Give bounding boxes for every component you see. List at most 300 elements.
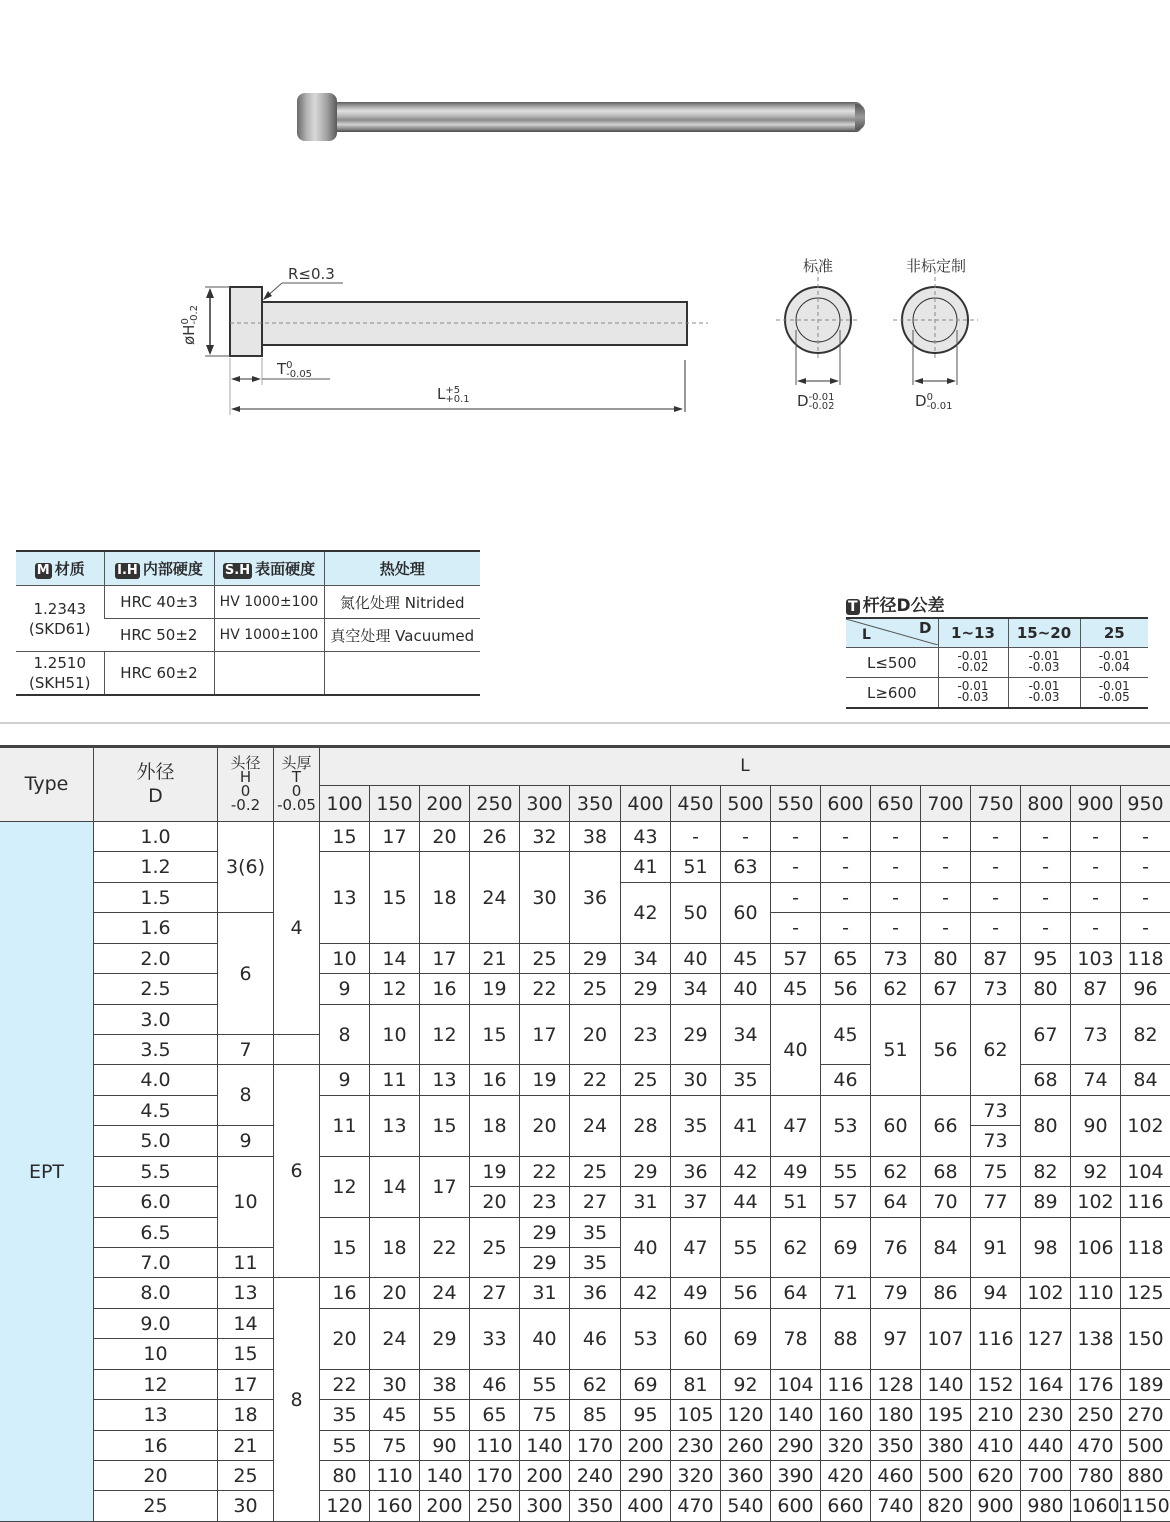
t-header-line: T <box>291 768 302 786</box>
custom-label: 非标定制 <box>906 257 967 275</box>
length-value-cell: 125 <box>1121 1278 1170 1309</box>
tol-upper: -0.01 <box>1098 648 1130 663</box>
length-value-cell: 40 <box>721 974 771 1005</box>
length-value-cell: 57 <box>771 944 821 974</box>
length-value-cell: 82 <box>1021 1157 1071 1187</box>
length-value-cell: 460 <box>871 1461 921 1491</box>
t-badge-icon: T <box>848 599 858 615</box>
length-value-cell: 60 <box>871 1096 921 1157</box>
length-value-cell: - <box>921 822 971 852</box>
length-value-cell: 68 <box>1021 1065 1071 1096</box>
header-length-550: 550 <box>771 786 821 822</box>
length-value-cell: 35 <box>570 1248 621 1278</box>
header-label: 表面硬度 <box>255 560 316 578</box>
length-value-cell: - <box>771 913 821 944</box>
length-value-cell: 138 <box>1071 1309 1121 1370</box>
header-length-700: 700 <box>921 786 971 822</box>
length-value-cell: 57 <box>821 1187 871 1218</box>
length-value-cell: 400 <box>621 1491 671 1522</box>
header-length-750: 750 <box>971 786 1021 822</box>
length-value-cell: 350 <box>570 1491 621 1522</box>
corner-row-label: L <box>862 627 871 643</box>
length-value-cell: 16 <box>420 974 470 1005</box>
length-value-cell: 38 <box>570 822 621 852</box>
length-value-cell: 95 <box>621 1400 671 1431</box>
h-header-line: H <box>239 768 252 786</box>
length-value-cell: 110 <box>470 1431 520 1461</box>
header-length-500: 500 <box>721 786 771 822</box>
length-value-cell: 56 <box>921 1005 971 1096</box>
length-value-cell: 60 <box>721 883 771 944</box>
length-value-cell: 470 <box>671 1491 721 1522</box>
tol-value <box>938 648 1008 678</box>
ih-cell: HRC 50±2 <box>104 619 214 652</box>
length-value-cell: 14 <box>370 944 420 974</box>
tol-upper: -0.01 <box>957 678 989 693</box>
material-cell <box>16 652 104 696</box>
header-length-100: 100 <box>320 786 370 822</box>
radius-note: R≤0.3 <box>288 265 335 283</box>
head-dia-symbol: øH <box>180 324 198 345</box>
length-value-cell: 95 <box>1021 944 1071 974</box>
od-line2: D <box>148 785 163 807</box>
length-value-cell: 106 <box>1071 1218 1121 1278</box>
length-value-cell: 170 <box>570 1431 621 1461</box>
h-header-line: 头径 <box>230 754 261 772</box>
sh-badge-icon: S.H <box>224 563 251 578</box>
length-value-cell: - <box>921 852 971 883</box>
length-value-cell: 30 <box>370 1370 420 1400</box>
material-line2: (SKD61) <box>28 619 91 638</box>
length-value-cell: - <box>1021 913 1071 944</box>
length-value-cell: 200 <box>420 1491 470 1522</box>
tol-upper: -0.01 <box>957 648 989 663</box>
col-header: 15~20 <box>1008 618 1080 648</box>
spec-table-top-border <box>0 745 1170 748</box>
length-value-cell: 35 <box>721 1065 771 1096</box>
length-value-cell: 45 <box>821 1005 871 1065</box>
length-value-cell: 103 <box>1071 944 1121 974</box>
tol-upper: -0.01 <box>1028 678 1060 693</box>
custom-tolerance <box>915 392 952 411</box>
length-value-cell: 55 <box>320 1431 370 1461</box>
head-diameter-cell: 3(6) <box>218 822 274 913</box>
length-value-cell: 11 <box>320 1096 370 1157</box>
head-diameter-cell: 11 <box>218 1248 274 1278</box>
length-value-cell: 62 <box>570 1370 621 1400</box>
length-value-cell: 22 <box>570 1065 621 1096</box>
head-thickness-cell: 8 <box>274 1278 320 1522</box>
length-value-cell: 62 <box>871 974 921 1005</box>
outer-diameter-cell: 1.0 <box>94 822 218 852</box>
length-value-cell: 820 <box>921 1491 971 1522</box>
length-value-cell: 170 <box>470 1461 520 1491</box>
length-value-cell: 69 <box>721 1309 771 1370</box>
length-value-cell: - <box>821 822 871 852</box>
length-value-cell: 62 <box>871 1157 921 1187</box>
length-value-cell: 320 <box>671 1461 721 1491</box>
length-value-cell: 140 <box>771 1400 821 1431</box>
length-value-cell: 33 <box>470 1309 520 1370</box>
length-value-cell: 70 <box>921 1187 971 1218</box>
length-value-cell: 80 <box>1021 974 1071 1005</box>
length-value-cell: 20 <box>370 1278 420 1309</box>
length-value-cell: 55 <box>821 1157 871 1187</box>
length-value-cell: - <box>771 822 821 852</box>
length-value-cell: 41 <box>721 1096 771 1157</box>
length-value-cell: 9 <box>320 1065 370 1096</box>
length-value-cell: 320 <box>821 1431 871 1461</box>
m-badge-icon: M <box>36 563 50 578</box>
length-value-cell: 440 <box>1021 1431 1071 1461</box>
length-value-cell: 10 <box>370 1005 420 1065</box>
length-value-cell: 107 <box>921 1309 971 1370</box>
length-value-cell: 67 <box>921 974 971 1005</box>
length-value-cell: 34 <box>671 974 721 1005</box>
length-value-cell: 540 <box>721 1491 771 1522</box>
length-value-cell: 77 <box>971 1187 1021 1218</box>
length-value-cell: 17 <box>420 944 470 974</box>
length-value-cell: 73 <box>971 1096 1021 1126</box>
length-value-cell: 102 <box>1021 1278 1071 1309</box>
outer-diameter-cell: 12 <box>94 1370 218 1400</box>
length-value-cell: 195 <box>921 1400 971 1431</box>
length-value-cell: 104 <box>1121 1157 1170 1187</box>
length-value-cell: - <box>971 822 1021 852</box>
corner-col-label: D <box>919 619 932 637</box>
length-value-cell: - <box>1121 913 1170 944</box>
length-value-cell: 91 <box>971 1218 1021 1278</box>
tol-lower: -0.03 <box>1028 689 1060 704</box>
l-upper: +5 <box>445 384 461 396</box>
length-value-cell: 290 <box>621 1461 671 1491</box>
header-surface-hardness <box>214 551 324 586</box>
length-value-cell: 68 <box>921 1157 971 1187</box>
material-line1: 1.2343 <box>33 599 86 618</box>
ih-cell: HRC 60±2 <box>104 652 214 696</box>
length-value-cell: 230 <box>671 1431 721 1461</box>
std-d-symbol: D <box>797 392 809 410</box>
length-value-cell: 20 <box>570 1005 621 1065</box>
outer-diameter-cell: 5.5 <box>94 1157 218 1187</box>
outer-diameter-cell: 2.5 <box>94 974 218 1005</box>
outer-diameter-cell: 7.0 <box>94 1248 218 1278</box>
length-value-cell: 14 <box>370 1157 420 1218</box>
length-value-cell: 42 <box>621 883 671 944</box>
length-value-cell: 140 <box>921 1370 971 1400</box>
length-value-cell: 73 <box>971 974 1021 1005</box>
length-value-cell: 15 <box>320 1218 370 1278</box>
length-value-cell: 96 <box>1121 974 1170 1005</box>
length-value-cell: 13 <box>320 852 370 944</box>
length-value-cell: 84 <box>921 1218 971 1278</box>
length-value-cell: 75 <box>520 1400 570 1431</box>
length-value-cell: 350 <box>871 1431 921 1461</box>
t-header-line: 0 <box>291 782 302 800</box>
length-value-cell: 1060 <box>1071 1491 1121 1522</box>
length-value-cell: 15 <box>370 852 420 944</box>
outer-diameter-cell: 13 <box>94 1400 218 1431</box>
length-value-cell: - <box>771 883 821 913</box>
length-value-cell: 56 <box>821 974 871 1005</box>
col-header: 25 <box>1080 618 1148 648</box>
length-value-cell: - <box>821 913 871 944</box>
length-value-cell: 250 <box>470 1491 520 1522</box>
length-value-cell: - <box>821 883 871 913</box>
length-value-cell: 1150 <box>1121 1491 1170 1522</box>
length-value-cell: 65 <box>821 944 871 974</box>
length-value-cell: - <box>871 913 921 944</box>
length-value-cell: 19 <box>470 974 520 1005</box>
t-symbol: T <box>277 360 287 378</box>
header-length-350: 350 <box>570 786 621 822</box>
pin-tip <box>855 104 865 130</box>
length-value-cell: 20 <box>320 1309 370 1370</box>
tol-value <box>938 678 1008 709</box>
head-diameter-cell: 9 <box>218 1126 274 1157</box>
tolerance-table <box>846 617 1148 709</box>
length-value-cell: 55 <box>420 1400 470 1431</box>
length-value-cell: 250 <box>1071 1400 1121 1431</box>
h-header-line: -0.2 <box>230 796 261 814</box>
length-value-cell: - <box>821 852 871 883</box>
length-value-cell: - <box>1071 883 1121 913</box>
corner-header <box>846 618 938 648</box>
length-value-cell: 18 <box>370 1218 420 1278</box>
length-value-cell: 22 <box>320 1370 370 1400</box>
length-value-cell: - <box>971 913 1021 944</box>
length-value-cell: 69 <box>821 1218 871 1278</box>
length-value-cell: 51 <box>771 1187 821 1218</box>
length-value-cell: 102 <box>1071 1187 1121 1218</box>
head-diameter-cell: 30 <box>218 1491 274 1522</box>
outer-diameter-cell: 16 <box>94 1431 218 1461</box>
length-value-cell: 17 <box>370 822 420 852</box>
head-thickness-cell <box>274 1035 320 1065</box>
cust-d-symbol: D <box>915 392 927 410</box>
length-value-cell: 73 <box>1071 1005 1121 1065</box>
length-value-cell: 69 <box>621 1370 671 1400</box>
head-diameter-cell: 10 <box>218 1157 274 1248</box>
header-head-diameter <box>218 747 274 822</box>
length-value-cell: 45 <box>721 944 771 974</box>
length-value-cell: 160 <box>370 1491 420 1522</box>
length-value-cell: 116 <box>971 1309 1021 1370</box>
length-value-cell: 19 <box>470 1157 520 1187</box>
header-length: L <box>320 747 1170 786</box>
material-line1: 1.2510 <box>33 654 86 672</box>
head-diameter-cell: 7 <box>218 1035 274 1065</box>
length-value-cell: 740 <box>871 1491 921 1522</box>
length-value-cell: 62 <box>971 1005 1021 1096</box>
length-value-cell: - <box>671 822 721 852</box>
length-value-cell: 78 <box>771 1309 821 1370</box>
standard-tolerance <box>797 392 834 411</box>
length-value-cell: 79 <box>871 1278 921 1309</box>
length-value-cell: 43 <box>621 822 671 852</box>
length-value-cell: 16 <box>470 1065 520 1096</box>
length-label <box>437 385 470 404</box>
header-length-400: 400 <box>621 786 671 822</box>
heat-cell <box>324 652 480 696</box>
length-value-cell: - <box>1021 883 1071 913</box>
length-value-cell: 25 <box>621 1065 671 1096</box>
l-symbol: L <box>437 385 446 403</box>
length-value-cell: 82 <box>1121 1005 1170 1065</box>
head-diameter-cell: 25 <box>218 1461 274 1491</box>
length-value-cell: - <box>1071 822 1121 852</box>
length-value-cell: 53 <box>821 1096 871 1157</box>
material-cell <box>16 586 104 652</box>
length-value-cell: 152 <box>971 1370 1021 1400</box>
length-value-cell: 42 <box>621 1278 671 1309</box>
length-value-cell: 28 <box>621 1096 671 1157</box>
heat-cell: 氮化处理 Nitrided <box>324 586 480 619</box>
tol-upper: -0.01 <box>1098 678 1130 693</box>
length-value-cell: 38 <box>420 1370 470 1400</box>
length-value-cell: 80 <box>1021 1096 1071 1157</box>
length-value-cell: 27 <box>570 1187 621 1218</box>
head-diameter-cell: 18 <box>218 1400 274 1431</box>
length-value-cell: 24 <box>420 1278 470 1309</box>
length-value-cell: - <box>721 822 771 852</box>
length-value-cell: 50 <box>671 883 721 944</box>
length-value-cell: 40 <box>771 1005 821 1096</box>
header-length-600: 600 <box>821 786 871 822</box>
sh-cell <box>214 652 324 696</box>
length-value-cell: 71 <box>821 1278 871 1309</box>
length-value-cell: 47 <box>671 1218 721 1278</box>
length-value-cell: 30 <box>671 1065 721 1096</box>
section-divider <box>0 722 1170 724</box>
length-value-cell: - <box>921 883 971 913</box>
length-value-cell: 35 <box>570 1218 621 1248</box>
length-value-cell: 116 <box>1121 1187 1170 1218</box>
length-value-cell: 105 <box>671 1400 721 1431</box>
length-value-cell: 210 <box>971 1400 1021 1431</box>
length-value-cell: 26 <box>470 822 520 852</box>
tolerance-title <box>846 591 945 616</box>
length-value-cell: 20 <box>420 822 470 852</box>
length-value-cell: - <box>971 883 1021 913</box>
length-value-cell: 118 <box>1121 944 1170 974</box>
length-value-cell: 230 <box>1021 1400 1071 1431</box>
length-value-cell: 9 <box>320 974 370 1005</box>
length-value-cell: 180 <box>871 1400 921 1431</box>
length-value-cell: 73 <box>971 1126 1021 1157</box>
tol-lower: -0.05 <box>1098 689 1130 704</box>
length-value-cell: 98 <box>1021 1218 1071 1278</box>
head-diameter-cell: 13 <box>218 1278 274 1309</box>
length-value-cell: 80 <box>921 944 971 974</box>
outer-diameter-cell: 6.0 <box>94 1187 218 1218</box>
dimension-drawing <box>0 240 1000 430</box>
length-value-cell: 24 <box>470 852 520 944</box>
length-value-cell: 85 <box>570 1400 621 1431</box>
length-value-cell: - <box>771 852 821 883</box>
length-value-cell: 29 <box>520 1218 570 1248</box>
header-length-800: 800 <box>1021 786 1071 822</box>
outer-diameter-cell: 2.0 <box>94 944 218 974</box>
pin-rod <box>330 102 862 132</box>
length-value-cell: 22 <box>520 974 570 1005</box>
length-value-cell: 46 <box>470 1370 520 1400</box>
length-value-cell: 67 <box>1021 1005 1071 1065</box>
length-value-cell: 420 <box>821 1461 871 1491</box>
length-value-cell: 620 <box>971 1461 1021 1491</box>
length-value-cell: 29 <box>520 1248 570 1278</box>
length-value-cell: 36 <box>570 1278 621 1309</box>
length-value-cell: 25 <box>570 1157 621 1187</box>
length-value-cell: - <box>1021 822 1071 852</box>
length-value-cell: 700 <box>1021 1461 1071 1491</box>
outer-diameter-cell: 1.5 <box>94 883 218 913</box>
length-value-cell: 390 <box>771 1461 821 1491</box>
length-value-cell: 47 <box>771 1096 821 1157</box>
tol-value <box>1080 648 1148 678</box>
length-value-cell: 17 <box>420 1157 470 1218</box>
length-value-cell: 29 <box>570 944 621 974</box>
outer-diameter-cell: 5.0 <box>94 1126 218 1157</box>
l-lower: +0.1 <box>445 393 470 405</box>
length-value-cell: 25 <box>570 974 621 1005</box>
header-head-thickness <box>274 747 320 822</box>
length-value-cell: 41 <box>621 852 671 883</box>
length-value-cell: 110 <box>370 1461 420 1491</box>
length-value-cell: 64 <box>771 1278 821 1309</box>
length-value-cell: 15 <box>420 1096 470 1157</box>
col-header: 1~13 <box>938 618 1008 648</box>
length-value-cell: 30 <box>520 852 570 944</box>
length-value-cell: 40 <box>621 1218 671 1278</box>
header-material <box>16 551 104 586</box>
tol-upper: -0.01 <box>1028 648 1060 663</box>
length-value-cell: 24 <box>570 1096 621 1157</box>
length-value-cell: 90 <box>1071 1096 1121 1157</box>
length-value-cell: 29 <box>420 1309 470 1370</box>
length-value-cell: 40 <box>520 1309 570 1370</box>
material-line2: (SKH51) <box>29 674 91 692</box>
head-thickness-cell: 6 <box>274 1065 320 1278</box>
length-value-cell: 200 <box>520 1461 570 1491</box>
head-diameter-cell: 17 <box>218 1370 274 1400</box>
outer-diameter-cell: 25 <box>94 1491 218 1522</box>
length-value-cell: 660 <box>821 1491 871 1522</box>
length-value-cell: 49 <box>771 1157 821 1187</box>
length-value-cell: 116 <box>821 1370 871 1400</box>
head-dia-upper: 0 <box>179 318 191 325</box>
outer-diameter-cell: 3.0 <box>94 1005 218 1035</box>
length-value-cell: 120 <box>721 1400 771 1431</box>
head-diameter-cell: 8 <box>218 1065 274 1126</box>
sh-cell: HV 1000±100 <box>214 586 324 619</box>
type-cell: EPT <box>0 822 94 1522</box>
length-value-cell: 40 <box>671 944 721 974</box>
outer-diameter-cell: 1.6 <box>94 913 218 944</box>
length-value-cell: 120 <box>320 1491 370 1522</box>
length-value-cell: 32 <box>520 822 570 852</box>
length-value-cell: 46 <box>570 1309 621 1370</box>
length-value-cell: 128 <box>871 1370 921 1400</box>
length-value-cell: 25 <box>470 1218 520 1278</box>
header-type: Type <box>0 747 94 822</box>
length-value-cell: 64 <box>871 1187 921 1218</box>
length-value-cell: - <box>1121 883 1170 913</box>
row-label: L≥600 <box>846 678 938 709</box>
length-value-cell: 19 <box>520 1065 570 1096</box>
length-value-cell: 11 <box>370 1065 420 1096</box>
length-value-cell: 73 <box>871 944 921 974</box>
